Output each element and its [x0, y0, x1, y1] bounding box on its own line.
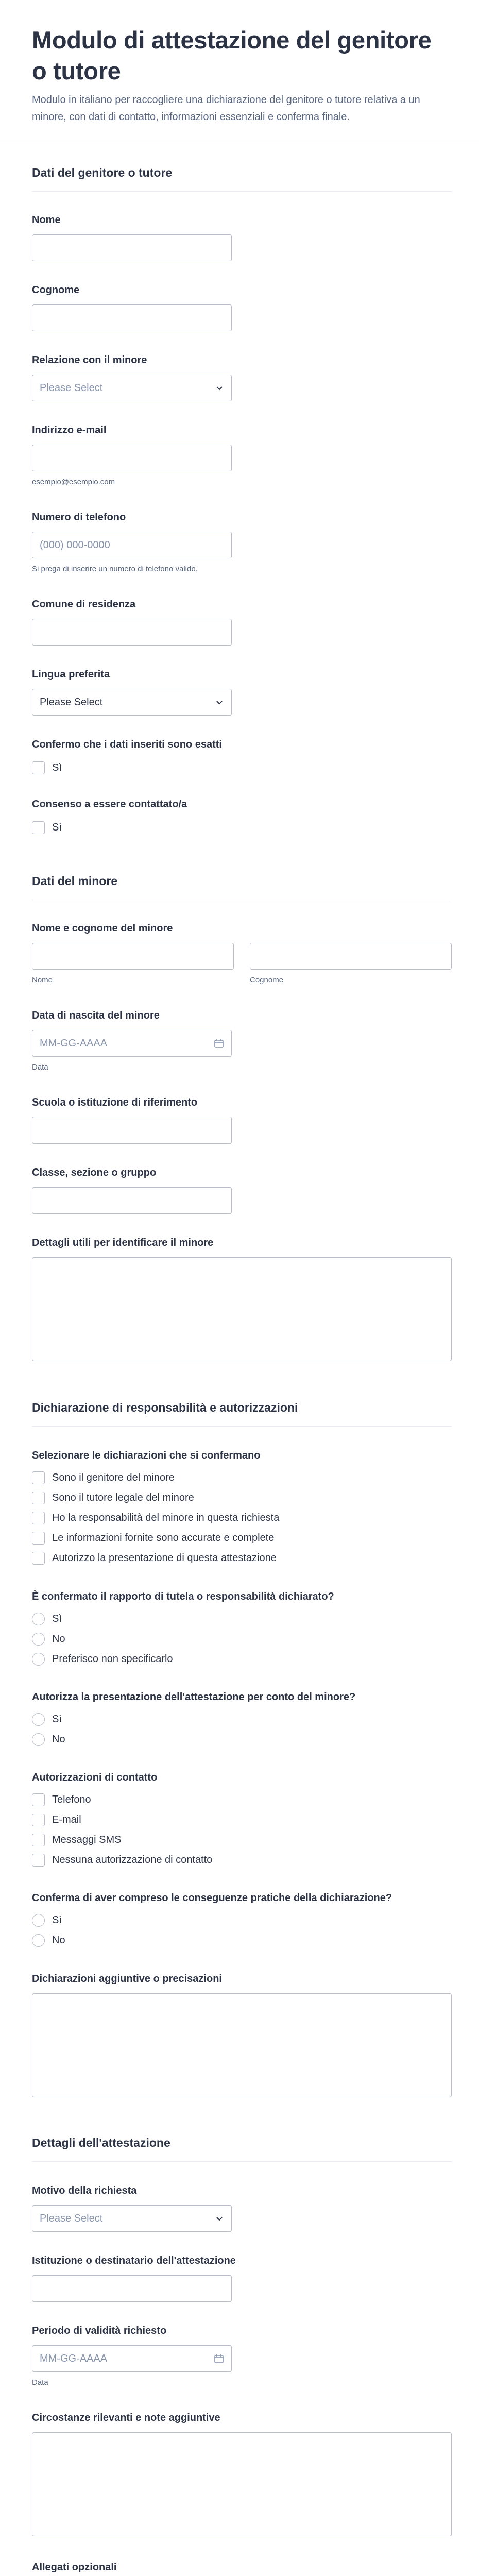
contatto-option[interactable] [32, 1853, 212, 1867]
motivo-select[interactable] [32, 2205, 232, 2232]
field-email [32, 424, 452, 486]
radio[interactable] [32, 1733, 45, 1746]
checkbox[interactable] [32, 1793, 45, 1806]
label-nascita: Data di nascita del minore [32, 1010, 160, 1021]
label-lingua: Lingua preferita [32, 669, 110, 680]
checkbox[interactable] [32, 1512, 45, 1524]
option-label: Sì [52, 821, 62, 833]
section-title-declarations: Dichiarazione di responsabilità e autorizzazioni [32, 1401, 452, 1427]
calendar-icon[interactable] [214, 2353, 224, 2364]
label-parent-nome: Nome [32, 214, 61, 226]
section-declarations [32, 1401, 452, 1427]
declaration-option[interactable] [32, 1470, 175, 1485]
option-label: Nessuna autorizzazione di contatto [52, 1854, 213, 1866]
label-circostanze: Circostanze rilevanti e note aggiuntive [32, 2412, 220, 2424]
nascita-date-input[interactable] [32, 1030, 232, 1057]
section-attestation [32, 2136, 452, 2162]
field-aggiuntive [32, 1973, 452, 1985]
field-motivo [32, 2184, 452, 2224]
minor-cognome-sublabel: Cognome [250, 976, 284, 985]
label-parent-cognome: Cognome [32, 284, 80, 296]
label-classe: Classe, sezione o gruppo [32, 1167, 157, 1178]
autorizza-option[interactable] [32, 1712, 62, 1726]
declaration-option[interactable] [32, 1490, 194, 1505]
relazione-select[interactable] [32, 375, 232, 401]
label-relazione: Relazione con il minore [32, 354, 147, 366]
label-email: Indirizzo e-mail [32, 425, 107, 436]
minor-nome-input[interactable] [32, 943, 234, 970]
motivo-select-value: Please Select [40, 2213, 103, 2224]
field-conseguenze [32, 1892, 452, 1946]
autorizza-option[interactable] [32, 1732, 65, 1747]
field-telefono [32, 511, 452, 573]
option-label: No [52, 1934, 65, 1946]
checkbox[interactable] [32, 1532, 45, 1545]
label-consenso: Consenso a essere contattato/a [32, 799, 187, 810]
label-dettagli: Dettagli utili per identificare il minore [32, 1237, 214, 1248]
option-label: E-mail [52, 1814, 81, 1825]
label-select-declarations: Selezionare le dichiarazioni che si confermano [32, 1450, 261, 1461]
scuola-input[interactable] [32, 1117, 232, 1144]
form-title: Modulo di attestazione del genitore o tutore [32, 26, 432, 84]
email-sublabel: esempio@esempio.com [32, 478, 115, 486]
section-title-attestation: Dettagli dell'attestazione [32, 2136, 452, 2162]
conseguenze-option[interactable] [32, 1913, 62, 1927]
field-autorizza [32, 1691, 452, 1745]
field-minor-name [32, 922, 452, 985]
calendar-icon[interactable] [214, 1038, 224, 1048]
option-label: Preferisco non specificarlo [52, 1653, 173, 1665]
label-confermo: Confermo che i dati inseriti sono esatti [32, 739, 222, 750]
field-classe [32, 1166, 452, 1179]
label-minor-name: Nome e cognome del minore [32, 923, 173, 934]
field-circostanze [32, 2412, 452, 2424]
checkbox[interactable] [32, 1471, 45, 1484]
telefono-input[interactable] [32, 532, 232, 558]
periodo-placeholder: MM-GG-AAAA [40, 2353, 108, 2364]
radio[interactable] [32, 1934, 45, 1947]
field-parent-nome [32, 214, 452, 226]
field-scuola [32, 1096, 452, 1109]
field-istituzione [32, 2255, 452, 2267]
consenso-option[interactable] [32, 820, 62, 835]
rapporto-option[interactable] [32, 1612, 62, 1626]
section-title-minor: Dati del minore [32, 874, 452, 900]
checkbox[interactable] [32, 1552, 45, 1565]
option-label: Ho la responsabilità del minore in questa richiesta [52, 1512, 280, 1523]
rapporto-option[interactable] [32, 1632, 65, 1646]
radio[interactable] [32, 1713, 45, 1726]
label-contatto: Autorizzazioni di contatto [32, 1772, 158, 1783]
parent-cognome-input[interactable] [32, 304, 232, 331]
chevron-down-icon [215, 383, 224, 393]
field-select-declarations [32, 1449, 452, 1564]
label-allegati: Allegati opzionali [32, 2562, 117, 2573]
minor-nome-sublabel: Nome [32, 976, 53, 985]
field-allegati [32, 2561, 452, 2573]
option-label: Autorizzo la presentazione di questa attestazione [52, 1552, 277, 1564]
label-scuola: Scuola o istituzione di riferimento [32, 1097, 198, 1108]
periodo-date-input[interactable] [32, 2345, 232, 2372]
label-periodo: Periodo di validità richiesto [32, 2325, 167, 2336]
field-lingua [32, 668, 452, 708]
field-contatto [32, 1771, 452, 1866]
declaration-option[interactable] [32, 1531, 274, 1545]
aggiuntive-textarea[interactable] [32, 1993, 452, 2097]
periodo-sublabel: Data [32, 2378, 48, 2387]
contatto-option[interactable] [32, 1812, 81, 1827]
classe-input[interactable] [32, 1187, 232, 1214]
radio[interactable] [32, 1914, 45, 1927]
checkbox[interactable] [32, 1492, 45, 1504]
field-nascita [32, 1009, 452, 1072]
option-label: Telefono [52, 1793, 91, 1805]
checkbox[interactable] [32, 821, 45, 834]
nascita-sublabel: Data [32, 1063, 48, 1072]
field-dettagli [32, 1236, 452, 1249]
section-parent [32, 166, 452, 192]
checkbox[interactable] [32, 1854, 45, 1867]
minor-cognome-input[interactable] [250, 943, 452, 970]
label-autorizza: Autorizza la presentazione dell'attestazione per conto del minore? [32, 1691, 356, 1703]
circostanze-textarea[interactable] [32, 2432, 452, 2536]
label-telefono: Numero di telefono [32, 512, 126, 523]
section-title-parent: Dati del genitore o tutore [32, 166, 452, 192]
label-istituzione: Istituzione o destinatario dell'attestazione [32, 2255, 236, 2266]
form-description: Modulo in italiano per raccogliere una dichiarazione del genitore o tutore relativa a un minore, con dati di contatto, informazioni essenziali e conferma finale. [32, 94, 420, 123]
rapporto-option[interactable] [32, 1652, 173, 1666]
option-label: No [52, 1633, 65, 1645]
contatto-option[interactable] [32, 1833, 122, 1847]
confermo-option[interactable] [32, 760, 62, 775]
field-periodo [32, 2325, 452, 2387]
radio[interactable] [32, 1653, 45, 1666]
chevron-down-icon [215, 2214, 224, 2223]
field-parent-cognome [32, 284, 452, 296]
nascita-placeholder: MM-GG-AAAA [40, 1038, 108, 1049]
radio[interactable] [32, 1613, 45, 1625]
lingua-select[interactable] [32, 689, 232, 716]
declaration-option[interactable] [32, 1511, 279, 1525]
field-consenso [32, 798, 452, 833]
telefono-sublabel: Si prega di inserire un numero di telefono valido. [32, 565, 198, 573]
email-input[interactable] [32, 445, 232, 471]
field-relazione [32, 354, 452, 394]
label-comune: Comune di residenza [32, 599, 136, 610]
field-rapporto [32, 1590, 452, 1665]
section-minor [32, 874, 452, 900]
option-label: Sono il tutore legale del minore [52, 1492, 194, 1503]
checkbox[interactable] [32, 1814, 45, 1826]
form-header [0, 0, 479, 143]
lingua-select-value: Please Select [40, 697, 103, 708]
label-motivo: Motivo della richiesta [32, 2185, 137, 2196]
checkbox[interactable] [32, 1834, 45, 1846]
telefono-placeholder: (000) 000-0000 [40, 539, 110, 551]
option-label: Sì [52, 1713, 62, 1725]
declaration-option[interactable] [32, 1551, 277, 1565]
label-rapporto: È confermato il rapporto di tutela o responsabilità dichiarato? [32, 1591, 334, 1602]
conseguenze-option[interactable] [32, 1933, 65, 1947]
parent-nome-input[interactable] [32, 234, 232, 261]
contatto-option[interactable] [32, 1792, 91, 1807]
label-aggiuntive: Dichiarazioni aggiuntive o precisazioni [32, 1973, 222, 1985]
dettagli-textarea[interactable] [32, 1257, 452, 1361]
comune-input[interactable] [32, 619, 232, 646]
checkbox[interactable] [32, 761, 45, 774]
option-label: No [52, 1733, 65, 1745]
option-label: Sono il genitore del minore [52, 1471, 175, 1483]
option-label: Sì [52, 1914, 62, 1926]
istituzione-input[interactable] [32, 2275, 232, 2302]
option-label: Sì [52, 1613, 62, 1624]
relazione-select-value: Please Select [40, 382, 103, 394]
radio[interactable] [32, 1633, 45, 1646]
option-label: Sì [52, 761, 62, 773]
label-conseguenze: Conferma di aver compreso le conseguenze pratiche della dichiarazione? [32, 1892, 392, 1904]
option-label: Le informazioni fornite sono accurate e complete [52, 1532, 275, 1544]
field-comune [32, 598, 452, 611]
field-confermo [32, 738, 452, 773]
option-label: Messaggi SMS [52, 1834, 122, 1845]
chevron-down-icon [215, 698, 224, 707]
